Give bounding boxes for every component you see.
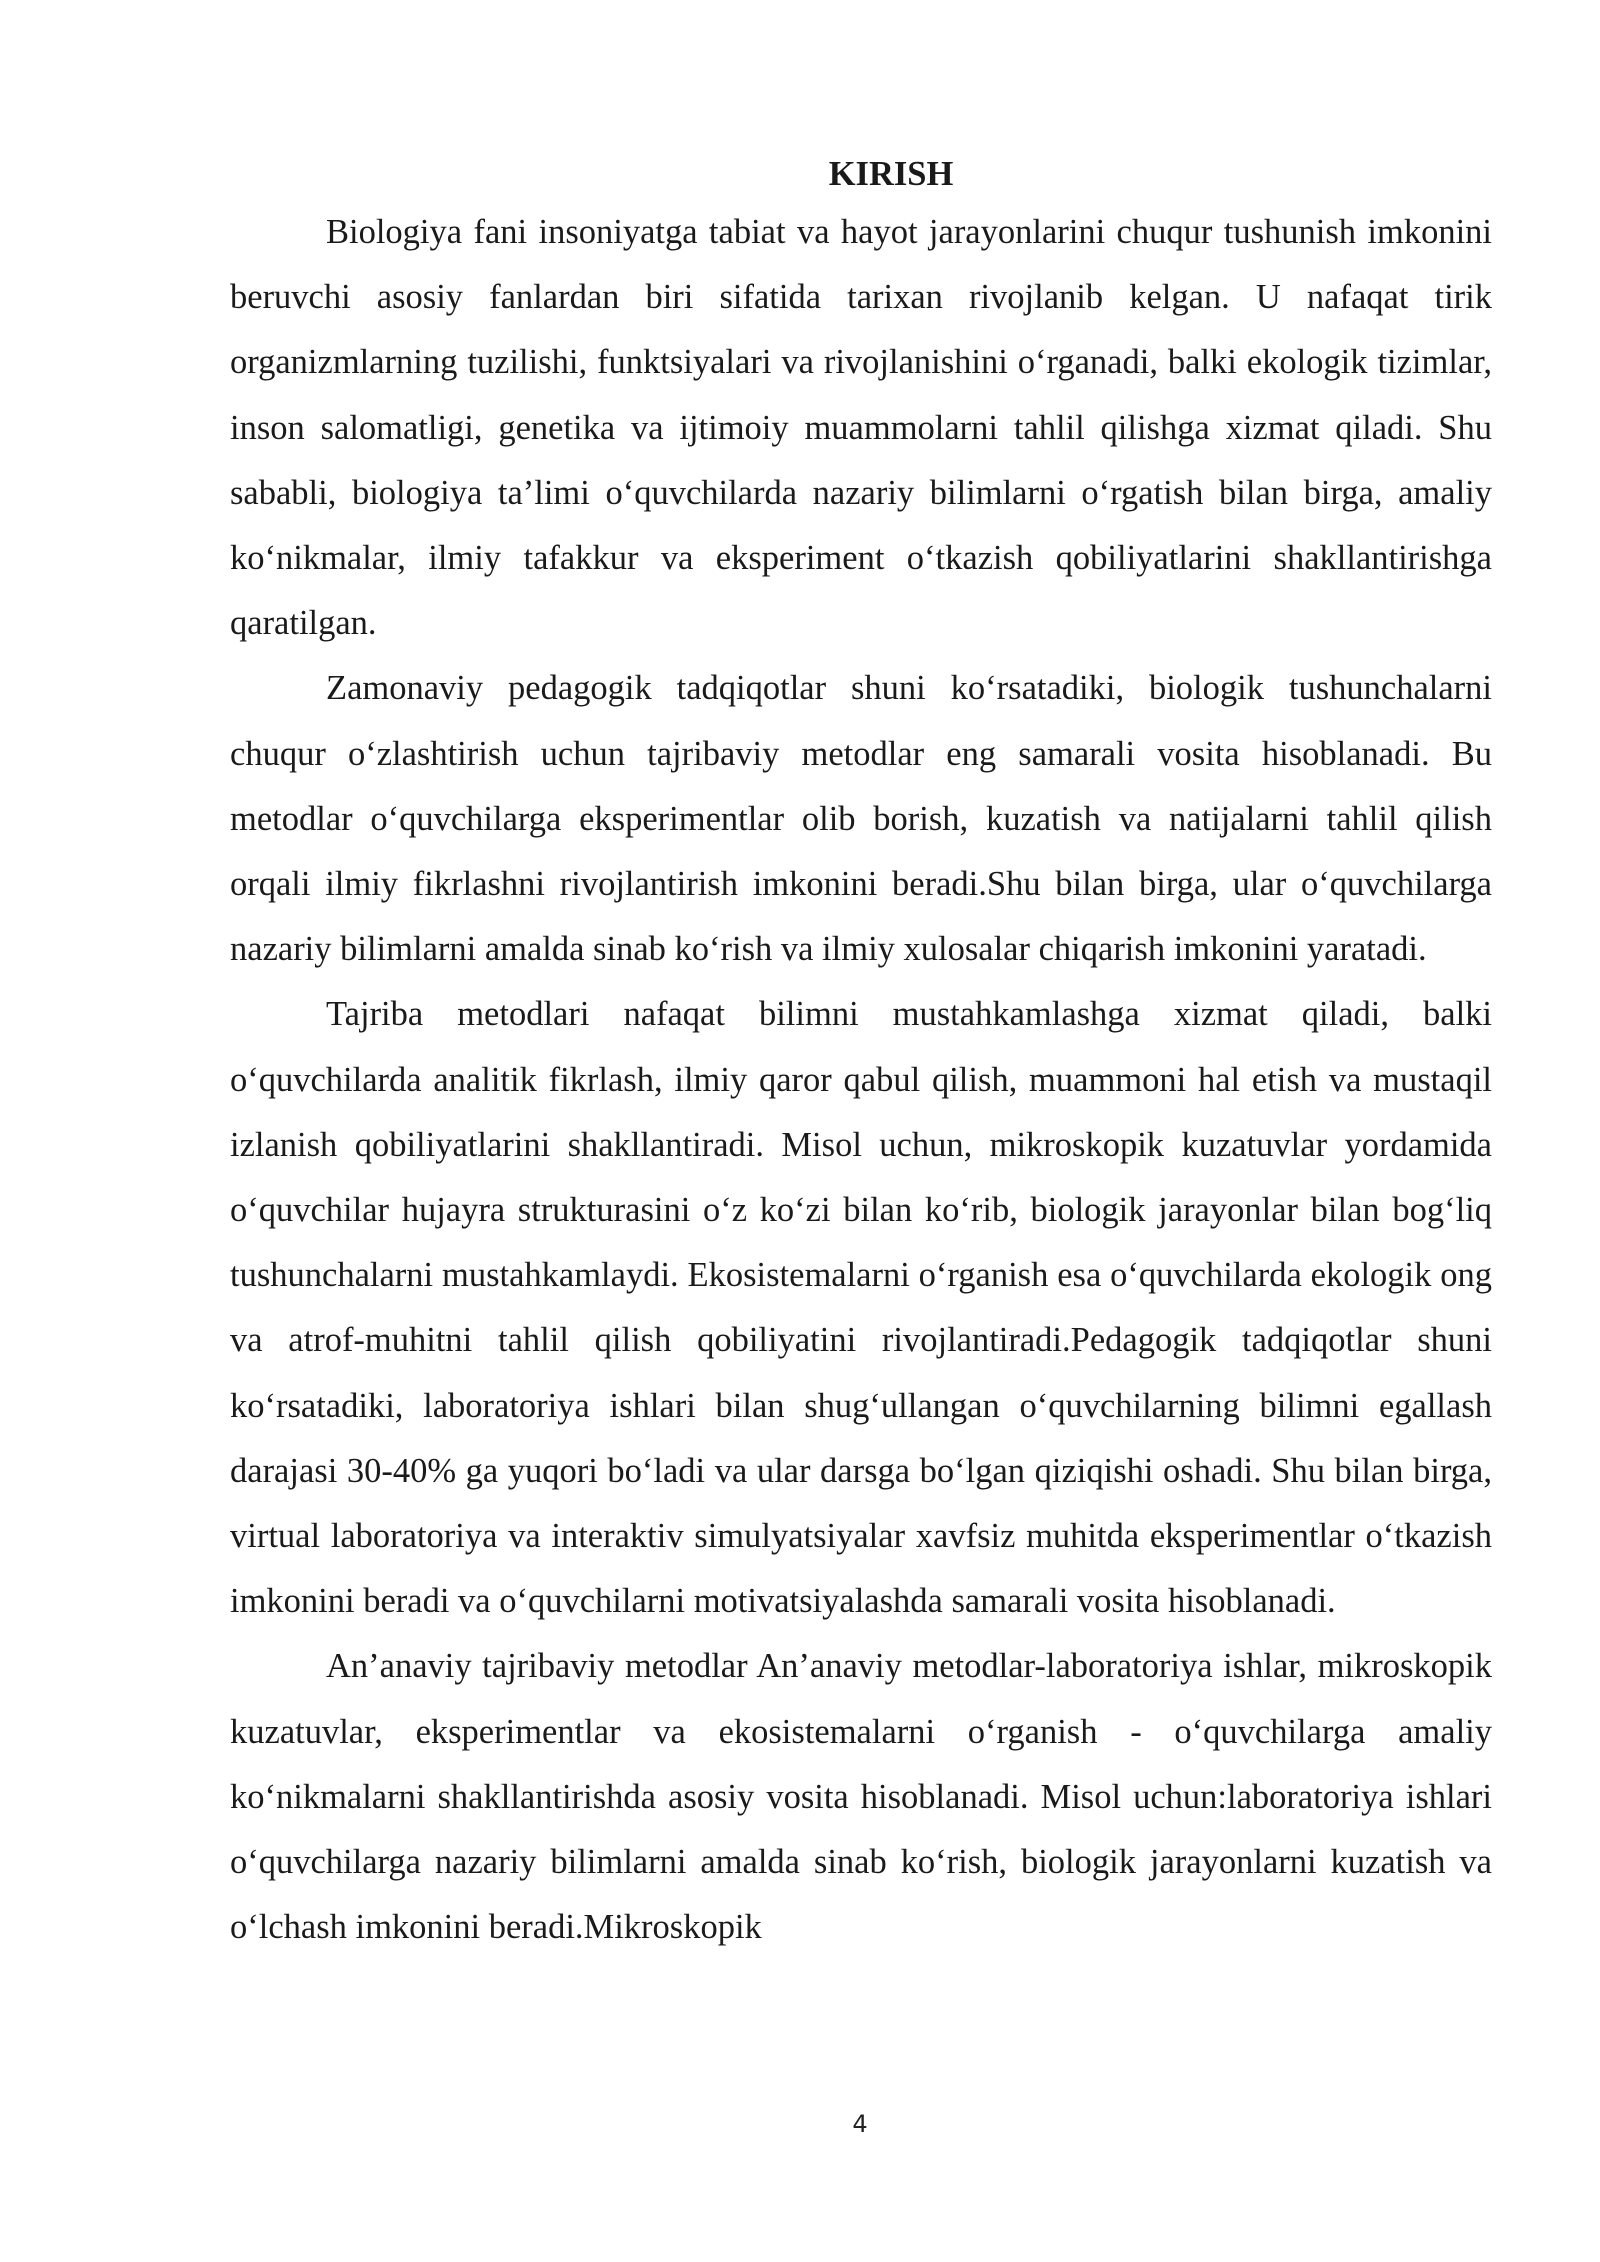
page-number: 4 <box>852 2110 868 2138</box>
paragraph-3: Tajriba metodlari nafaqat bilimni mustahkamlashga xizmat qiladi, balki o‘quvchilarda analitik fikrlash, ilmiy qaror qabul qilish, muammoni hal etish va mustaqil izlanish qobiliyatlarini shakllantiradi. Misol uchun, mikroskopik kuzatuvlar yordamida o‘quvchilar hujayra strukturasini o‘z ko‘zi bilan ko‘rib, biologik jarayonlar bilan bog‘liq tushunchalarni mustahkamlaydi. Ekosistemalarni o‘rganish esa o‘quvchilarda ekologik ong va atrof-muhitni tahlil qilish qobiliyatini rivojlantiradi.Pedagogik tadqiqotlar shuni ko‘rsatadiki, laboratoriya ishlari bilan shug‘ullangan o‘quvchilarning bilimni egallash darajasi 30-40% ga yuqori bo‘ladi va ular darsga bo‘lgan qiziqishi oshadi. Shu bilan birga, virtual laboratoriya va interaktiv simulyatsiyalar xavfsiz muhitda eksperimentlar o‘tkazish imkonini beradi va o‘quvchilarni motivatsiyalashda samarali vosita hisoblanadi. <box>230 995 1492 1621</box>
paragraph-2: Zamonaviy pedagogik tadqiqotlar shuni ko‘rsatadiki, biologik tushunchalarni chuqur o‘zlashtirish uchun tajribaviy metodlar eng samarali vosita hisoblanadi. Bu metodlar o‘quvchilarga eksperimentlar olib borish, kuzatish va natijalarni tahlil qilish orqali ilmiy fikrlashni rivojlantirish imkonini beradi.Shu bilan birga, ular o‘quvchilarga nazariy bilimlarni amalda sinab ko‘rish va ilmiy xulosalar chiqarish imkonini yaratadi. <box>230 669 1492 969</box>
paragraph-1: Biologiya fani insoniyatga tabiat va hayot jarayonlarini chuqur tushunish imkonini beruvchi asosiy fanlardan biri sifatida tarixan rivojlanib kelgan. U nafaqat tirik organizmlarning tuzilishi, funktsiyalari va rivojlanishini o‘rganadi, balki ekologik tizimlar, inson salomatligi, genetika va ijtimoiy muammolarni tahlil qilishga xizmat qiladi. Shu sababli, biologiya ta’limi o‘quvchilarda nazariy bilimlarni o‘rgatish bilan birga, amaliy ko‘nikmalar, ilmiy tafakkur va eksperiment o‘tkazish qobiliyatlarini shakllantirishga qaratilgan. <box>230 213 1492 643</box>
paragraph-4: An’anaviy tajribaviy metodlar An’anaviy metodlar-laboratoriya ishlar, mikroskopik kuzatuvlar, eksperimentlar va ekosistemalarni o‘rganish - o‘quvchilarga amaliy ko‘nikmalarni shakllantirishda asosiy vosita hisoblanadi. Misol uchun:laboratoriya ishlari o‘quvchilarga nazariy bilimlarni amalda sinab ko‘rish, biologik jarayonlarni kuzatish va o‘lchash imkonini beradi.Mikroskopik <box>230 1647 1492 1947</box>
section-heading: KIRISH <box>828 155 954 193</box>
document-body <box>230 148 1492 1960</box>
